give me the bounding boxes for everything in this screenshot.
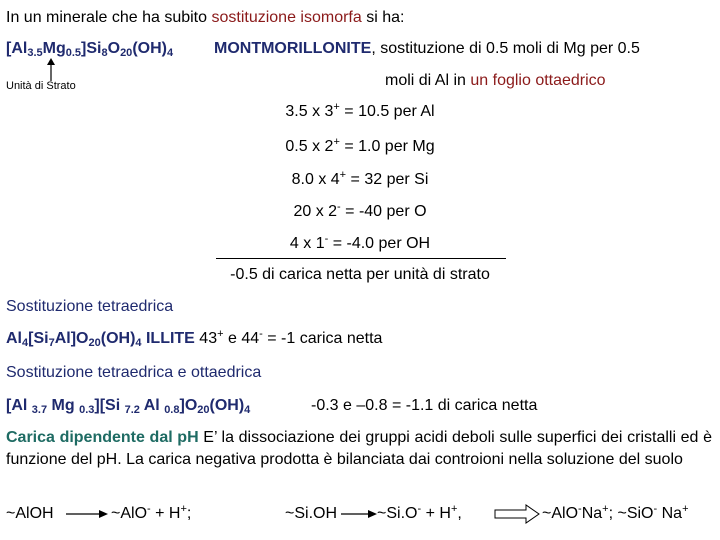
- unit-label: Unità di Strato: [6, 80, 76, 92]
- arrow-up-icon: [44, 58, 58, 82]
- equation-o: 20 x 2- = -40 per O: [293, 201, 427, 220]
- montmorillonite-name: MONTMORILLONITE: [214, 40, 372, 57]
- reaction-si-product: ~Si.O- + H+,: [377, 503, 462, 522]
- reaction-al-reactant: ~AlOH: [6, 505, 54, 522]
- ph-paragraph: Carica dipendente dal pH E’ la dissociazione dei gruppi acidi deboli sulle superfici dei cristalli ed è funzione del pH. La carica negativa prodotta è bilanciata dai controioni nella soluzione del suolo: [6, 429, 712, 468]
- hollow-arrow-icon: [494, 503, 540, 525]
- reaction-balanced: ~AlO-Na+; ~SiO- Na+: [542, 503, 689, 522]
- reaction-al-product: ~AlO- + H+;: [111, 503, 192, 522]
- arrow-right-icon: [341, 508, 377, 520]
- illite-line: $Al_4[Si_7Al]O_{20}(OH)_4$ ILLITE 43+ e 44- = -1 carica netta: [6, 328, 383, 349]
- reaction-si-reactant: ~Si.OH: [285, 505, 338, 522]
- equation-mg: 0.5 x 2+ = 1.0 per Mg: [285, 136, 435, 155]
- montmorillonite-text-2: moli di Al in un foglio ottaedrico: [385, 72, 606, 89]
- equation-oh: 4 x 1- = -4.0 per OH: [289, 233, 431, 252]
- illite-formula: $Al_4[Si_7Al]O_{20}(OH)_4$: [6, 330, 142, 349]
- montmorillonite-text: MONTMORILLONITE, sostituzione di 0.5 moli di Mg per 0.5: [214, 40, 640, 57]
- tetra-octa-formula: [Al $_{3.7}$ Mg $_{0.3}$][Si $_{7.2}$ Al $_{0.8}]O_{20}(OH)_4$: [6, 397, 251, 416]
- equation-si: 8.0 x 4+ = 32 per Si: [291, 169, 429, 188]
- intro-line: [6, 8, 404, 27]
- tetra-heading: Sostituzione tetraedrica: [6, 298, 174, 315]
- intro-prefix: In un minerale che ha subito: [6, 9, 212, 26]
- tetra-octa-charge: -0.3 e –0.8 = -1.1 di carica netta: [311, 397, 538, 414]
- intro-highlight: sostituzione isomorfa: [211, 9, 362, 26]
- ph-heading: Carica dipendente dal pH: [6, 429, 199, 446]
- equation-al: 3.5 x 3+ = 10.5 per Al: [285, 101, 435, 120]
- sum-divider: [216, 258, 506, 259]
- net-charge: -0.5 di carica netta per unità di strato: [230, 266, 490, 283]
- intro-suffix: si ha:: [361, 9, 405, 26]
- tetra-octa-heading: Sostituzione tetraedrica e ottaedrica: [6, 364, 262, 381]
- arrow-right-icon: [66, 508, 108, 520]
- formula-montmorillonite: $[Al_{3.5}Mg_{0.5}]Si_8O_{20}(OH)_4$: [6, 40, 174, 59]
- illite-name: ILLITE: [145, 330, 195, 347]
